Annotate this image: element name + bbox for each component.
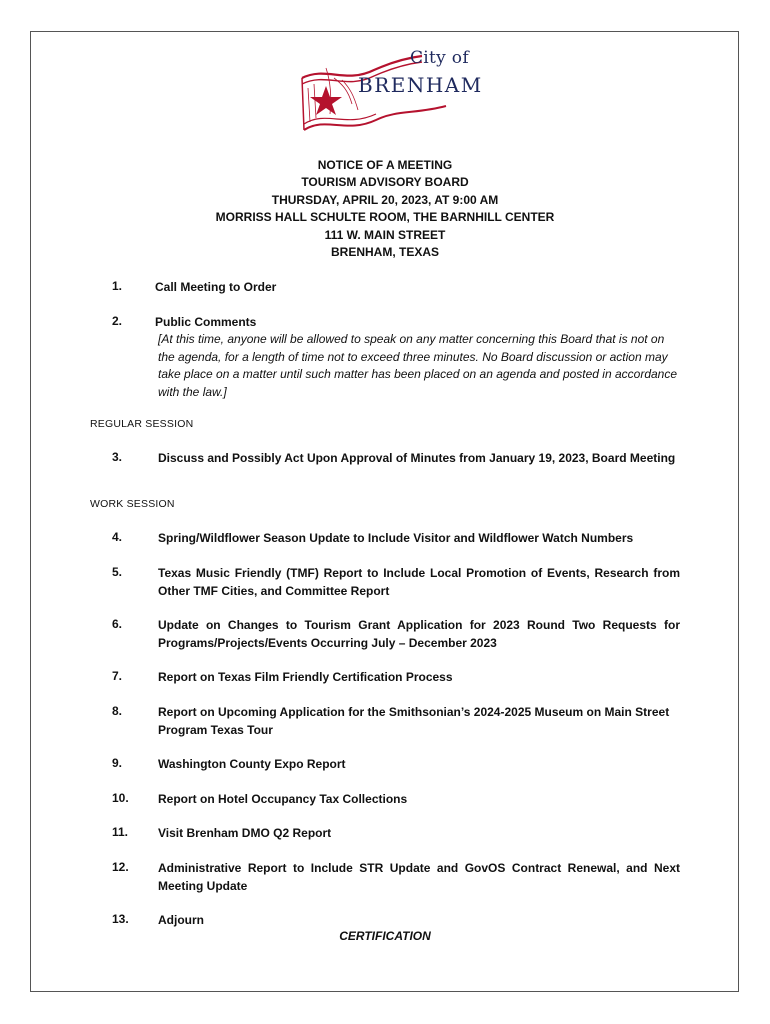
agenda-item-number: 12.: [112, 860, 129, 874]
header-line: NOTICE OF A MEETING: [317, 158, 453, 172]
agenda-item-title: Visit Brenham DMO Q2 Report: [158, 826, 332, 840]
agenda-item-title: Report on Hotel Occupancy Tax Collections: [158, 792, 408, 806]
agenda-item-number: 11.: [112, 825, 129, 839]
city-of-brenham-logo: [296, 44, 483, 140]
agenda-item-number: 4.: [112, 530, 123, 544]
agenda-item-number: 13.: [112, 912, 129, 926]
header-line: 111 W. MAIN STREET: [324, 227, 446, 242]
agenda-item-title: Spring/Wildflower Season Update to Include Visitor and Wildflower Watch Numbers: [158, 531, 634, 545]
public-comments-note: [At this time, anyone will be allowed to speak on any matter concerning this Board that is not on the agenda, for a length of time not to exceed three minutes. No Board discussion or action may take place on a matter until such matter has been placed on an agenda and posted in accordance with the law.]: [158, 332, 678, 399]
agenda-item-title: Report on Texas Film Friendly Certification Process: [158, 670, 453, 684]
agenda-item-number: 3.: [112, 450, 123, 464]
agenda-item-number: 8.: [112, 704, 123, 718]
header-line: BRENHAM, TEXAS: [330, 245, 439, 260]
section-regular-session: REGULAR SESSION: [90, 418, 194, 430]
logo-city-of: City of: [410, 48, 469, 68]
agenda-item-title: Call Meeting to Order: [155, 280, 277, 294]
certification-heading: CERTIFICATION: [339, 929, 431, 943]
agenda-item-title: Discuss and Possibly Act Upon Approval of Minutes from January 19, 2023, Board Meeting: [158, 451, 676, 465]
section-work-session: WORK SESSION: [90, 498, 175, 510]
header-line: MORRISS HALL SCHULTE ROOM, THE BARNHILL CENTER: [215, 210, 555, 225]
agenda-item-title: Administrative Report to Include STR Update and GovOS Contract Renewal, and Next Meeting Update: [158, 861, 680, 893]
agenda-item-title: Adjourn: [158, 913, 204, 927]
agenda-item-title: Update on Changes to Tourism Grant Application for 2023 Round Two Requests for Programs/Projects/Events Occurring July – December 2023: [158, 618, 680, 650]
agenda-item-title: Washington County Expo Report: [158, 757, 346, 771]
agenda-item-number: 10.: [112, 791, 129, 805]
agenda-item-number: 2.: [112, 314, 123, 328]
agenda-item-title: Report on Upcoming Application for the Smithsonian’s 2024-2025 Museum on Main Street Program Texas Tour: [158, 705, 670, 737]
logo-city-name: BRENHAM: [358, 73, 483, 97]
meeting-header: [0, 157, 770, 261]
agenda-item-title: Texas Music Friendly (TMF) Report to Include Local Promotion of Events, Research from Other TMF Cities, and Committee Report: [158, 566, 680, 598]
agenda-item-number: 7.: [112, 669, 123, 683]
agenda-item-number: 6.: [112, 617, 123, 631]
agenda-item-title: Public Comments: [155, 315, 257, 329]
header-line: TOURISM ADVISORY BOARD: [301, 175, 469, 190]
agenda-item-number: 9.: [112, 756, 123, 770]
agenda-item-number: 1.: [112, 279, 123, 293]
header-line: THURSDAY, APRIL 20, 2023, AT 9:00 AM: [271, 192, 499, 207]
agenda-item-number: 5.: [112, 565, 123, 579]
